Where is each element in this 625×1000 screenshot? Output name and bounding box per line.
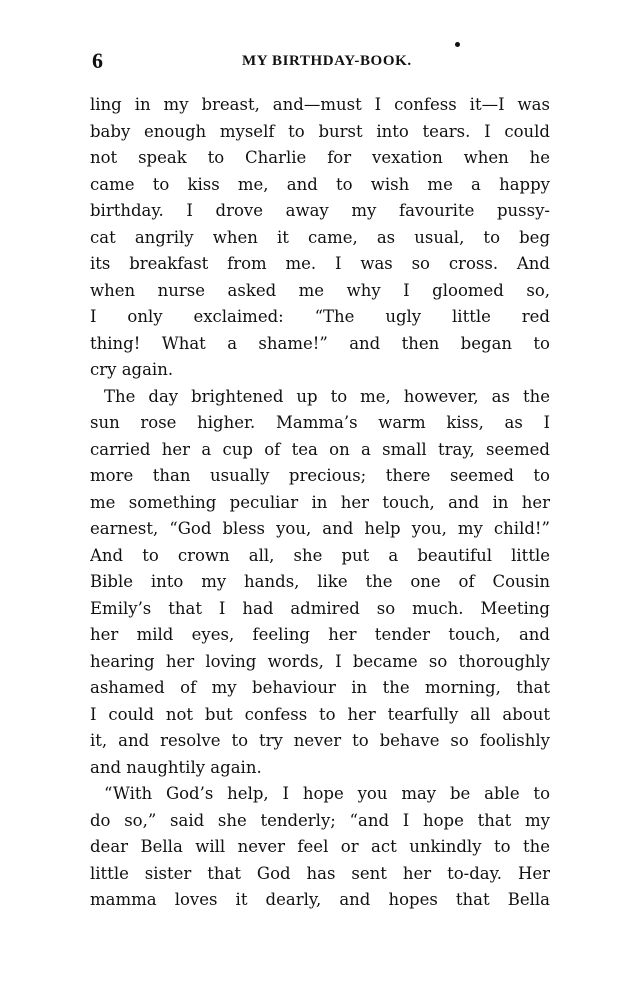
text-line: mamma loves it dearly, and hopes that Bella	[90, 890, 550, 909]
text-line: it, and resolve to try never to behave so foolishly	[90, 731, 550, 750]
text-line: “With God’s help, I hope you may be able to	[104, 784, 550, 803]
text-line: sun rose higher. Mamma’s warm kiss, as I	[90, 413, 550, 432]
text-line: thing! What a shame!” and then began to	[90, 333, 550, 353]
page-number: 6	[92, 48, 103, 73]
text-line: The day brightened up to me, however, as the	[104, 386, 550, 406]
text-line: me something peculiar in her touch, and in her	[90, 492, 550, 512]
text-line: do so,” said she tenderly; “and I hope that my	[90, 810, 550, 830]
text-line: carried her a cup of tea on a small tray, seemed	[90, 439, 550, 459]
text-line: and naughtily again.	[90, 757, 262, 777]
page-header	[92, 48, 544, 78]
text-line: its breakfast from me. I was so cross. And	[90, 254, 550, 273]
text-line: not speak to Charlie for vexation when he	[90, 148, 550, 167]
text-line: Emily’s that I had admired so much. Meeting	[90, 598, 550, 618]
text-line: I only exclaimed: “The ugly little red	[90, 307, 550, 326]
text-line: ling in my breast, and—must I confess it—I was	[90, 95, 550, 114]
text-line: came to kiss me, and to wish me a happy	[90, 174, 550, 194]
text-line: hearing her loving words, I became so thoroughly	[90, 651, 550, 671]
text-line: cry again.	[90, 360, 174, 379]
running-title: MY BIRTHDAY-BOOK.	[242, 53, 412, 69]
text-line: earnest, “God bless you, and help you, my child!”	[90, 519, 550, 538]
ink-speck	[455, 42, 460, 47]
text-line: when nurse asked me why I gloomed so,	[90, 280, 550, 300]
text-line: cat angrily when it came, as usual, to beg	[90, 227, 550, 247]
text-line: dear Bella will never feel or act unkindly to the	[90, 837, 550, 856]
text-line: I could not but confess to her tearfully all about	[90, 704, 550, 724]
body-text	[90, 92, 550, 914]
text-line: little sister that God has sent her to-day. Her	[90, 863, 550, 883]
text-line: And to crown all, she put a beautiful little	[90, 545, 550, 565]
text-line: her mild eyes, feeling her tender touch, and	[90, 625, 550, 644]
text-line: more than usually precious; there seemed to	[90, 466, 550, 485]
text-line: ashamed of my behaviour in the morning, that	[90, 678, 550, 697]
text-line: baby enough myself to burst into tears. I could	[90, 121, 550, 141]
text-line: birthday. I drove away my favourite pussy-	[90, 201, 550, 220]
text-line: Bible into my hands, like the one of Cousin	[90, 572, 550, 591]
